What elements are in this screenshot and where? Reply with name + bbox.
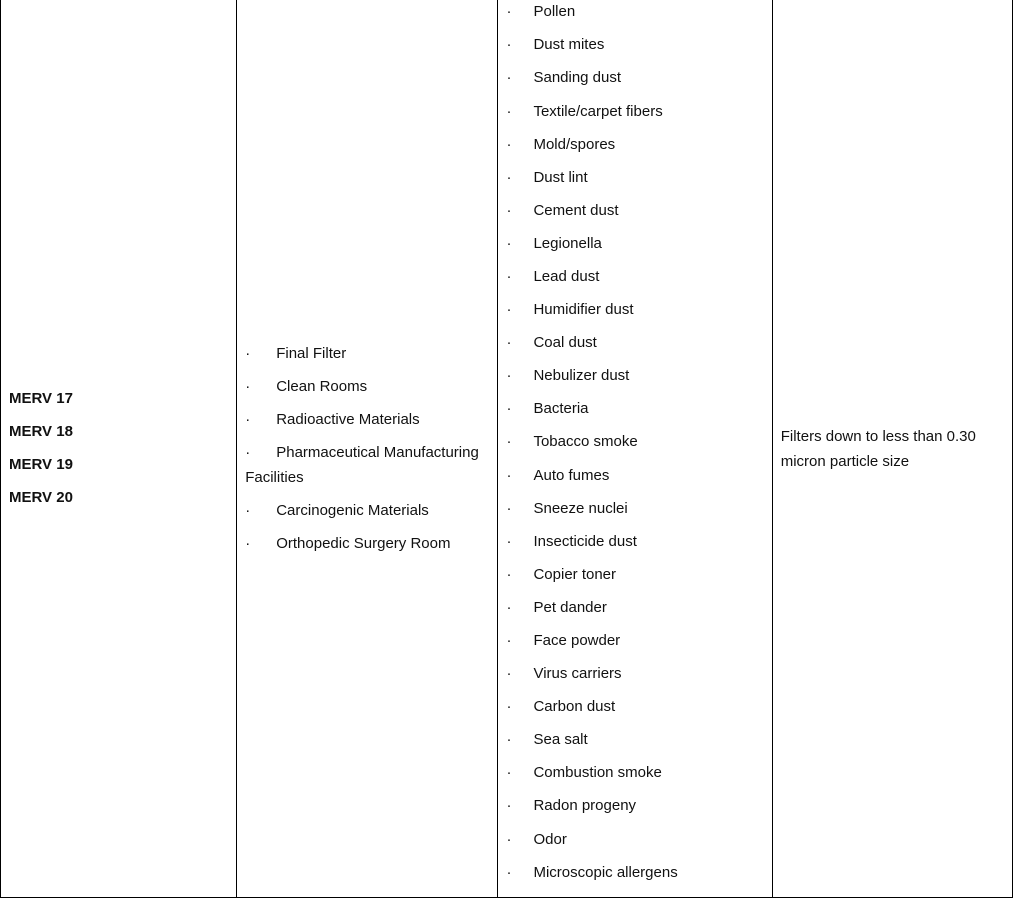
contaminant-label: Dust mites <box>533 36 605 54</box>
contaminant-item <box>506 101 763 134</box>
bullet-icon: · <box>506 731 512 749</box>
bullet-icon: · <box>506 565 512 583</box>
contaminants-cell <box>498 0 772 898</box>
contaminant-item <box>506 67 763 100</box>
contaminant-item <box>506 200 763 233</box>
contaminant-label: Tobacco smoke <box>533 433 638 451</box>
application-label: Radioactive Materials <box>276 410 420 428</box>
contaminant-label: Legionella <box>533 234 602 252</box>
contaminant-label: Lead dust <box>533 267 600 285</box>
contaminant-label: Auto fumes <box>533 466 610 484</box>
contaminant-item <box>506 862 763 895</box>
contaminant-label: Humidifier dust <box>533 301 634 319</box>
contaminant-label: Textile/carpet fibers <box>533 102 663 120</box>
bullet-icon: · <box>245 534 251 552</box>
application-list <box>245 341 489 556</box>
application-item <box>245 341 489 366</box>
bullet-icon: · <box>506 797 512 815</box>
application-item <box>245 440 489 490</box>
contaminant-label: Microscopic allergens <box>533 863 678 881</box>
contaminant-label: Face powder <box>533 632 621 650</box>
contaminant-label: Odor <box>533 830 567 848</box>
contaminant-item <box>506 829 763 862</box>
bullet-icon: · <box>506 69 512 87</box>
contaminant-label: Radon progeny <box>533 797 637 815</box>
bullet-icon: · <box>506 3 512 21</box>
merv-rating: MERV 19 <box>9 456 73 473</box>
contaminant-item <box>506 696 763 729</box>
bullet-icon: · <box>245 377 251 395</box>
contaminant-label: Virus carriers <box>533 665 622 683</box>
efficiency-cell <box>772 0 1012 898</box>
bullet-icon: · <box>506 234 512 252</box>
contaminant-item <box>506 1 763 34</box>
contaminant-label: Bacteria <box>533 400 589 418</box>
bullet-icon: · <box>506 598 512 616</box>
bullet-icon: · <box>506 698 512 716</box>
bullet-icon: · <box>506 267 512 285</box>
merv-rating: MERV 17 <box>9 390 73 407</box>
application-label: Orthopedic Surgery Room <box>276 534 451 552</box>
contaminant-label: Cement dust <box>533 201 619 219</box>
contaminant-item <box>506 167 763 200</box>
bullet-icon: · <box>506 400 512 418</box>
application-label: Final Filter <box>276 344 347 362</box>
contaminant-item <box>506 498 763 531</box>
contaminant-label: Coal dust <box>533 334 597 352</box>
bullet-icon: · <box>506 665 512 683</box>
table-row <box>1 0 1013 898</box>
rating-cell <box>1 0 237 898</box>
contaminant-label: Mold/spores <box>533 135 616 153</box>
application-item <box>245 407 489 432</box>
bullet-icon: · <box>506 367 512 385</box>
application-item <box>245 498 489 523</box>
contaminant-item <box>506 795 763 828</box>
application-item <box>245 531 489 556</box>
bullet-icon: · <box>506 632 512 650</box>
contaminant-item <box>506 663 763 696</box>
contaminant-item <box>506 332 763 365</box>
application-item <box>245 374 489 399</box>
contaminant-label: Pet dander <box>533 598 607 616</box>
contaminant-label: Copier toner <box>533 565 617 583</box>
bullet-icon: · <box>506 466 512 484</box>
application-label: Clean Rooms <box>276 377 368 395</box>
contaminant-item <box>506 597 763 630</box>
bullet-icon: · <box>506 433 512 451</box>
efficiency-text: Filters down to less than 0.30 micron particle size <box>780 428 976 470</box>
bullet-icon: · <box>506 301 512 319</box>
contaminant-label: Insecticide dust <box>533 532 637 550</box>
contaminant-label: Sneeze nuclei <box>533 499 628 517</box>
bullet-icon: · <box>245 501 251 519</box>
bullet-icon: · <box>245 410 251 428</box>
contaminant-item <box>506 398 763 431</box>
merv-rating: MERV 20 <box>9 489 73 506</box>
bullet-icon: · <box>506 863 512 881</box>
contaminant-label: Nebulizer dust <box>533 367 630 385</box>
contaminant-item <box>506 630 763 663</box>
application-label: Carcinogenic Materials <box>276 501 429 519</box>
contaminant-item <box>506 431 763 464</box>
contaminant-item <box>506 299 763 332</box>
bullet-icon: · <box>506 830 512 848</box>
contaminant-label: Pollen <box>533 3 576 21</box>
bullet-icon: · <box>506 102 512 120</box>
bullet-icon: · <box>506 499 512 517</box>
application-label: Pharmaceutical Manufacturing Facilities <box>245 443 479 486</box>
contaminant-label: Combustion smoke <box>533 764 662 782</box>
contaminant-label: Sanding dust <box>533 69 622 87</box>
contaminant-label: Carbon dust <box>533 698 616 716</box>
contaminant-item <box>506 233 763 266</box>
contaminant-item <box>506 465 763 498</box>
contaminant-item <box>506 266 763 299</box>
bullet-icon: · <box>245 443 251 461</box>
bullet-icon: · <box>506 334 512 352</box>
contaminant-item <box>506 729 763 762</box>
bullet-icon: · <box>506 764 512 782</box>
bullet-icon: · <box>506 135 512 153</box>
bullet-icon: · <box>506 168 512 186</box>
contaminant-label: Sea salt <box>533 731 588 749</box>
contaminants-list <box>506 1 763 895</box>
contaminant-item <box>506 762 763 795</box>
contaminant-label: Dust lint <box>533 168 588 186</box>
contaminant-item <box>506 134 763 167</box>
contaminant-item <box>506 34 763 67</box>
merv-rating: MERV 18 <box>9 423 73 440</box>
bullet-icon: · <box>506 201 512 219</box>
bullet-icon: · <box>506 36 512 54</box>
contaminant-item <box>506 531 763 564</box>
bullet-icon: · <box>245 344 251 362</box>
contaminant-item <box>506 365 763 398</box>
application-cell <box>237 0 498 898</box>
bullet-icon: · <box>506 532 512 550</box>
contaminant-item <box>506 564 763 597</box>
